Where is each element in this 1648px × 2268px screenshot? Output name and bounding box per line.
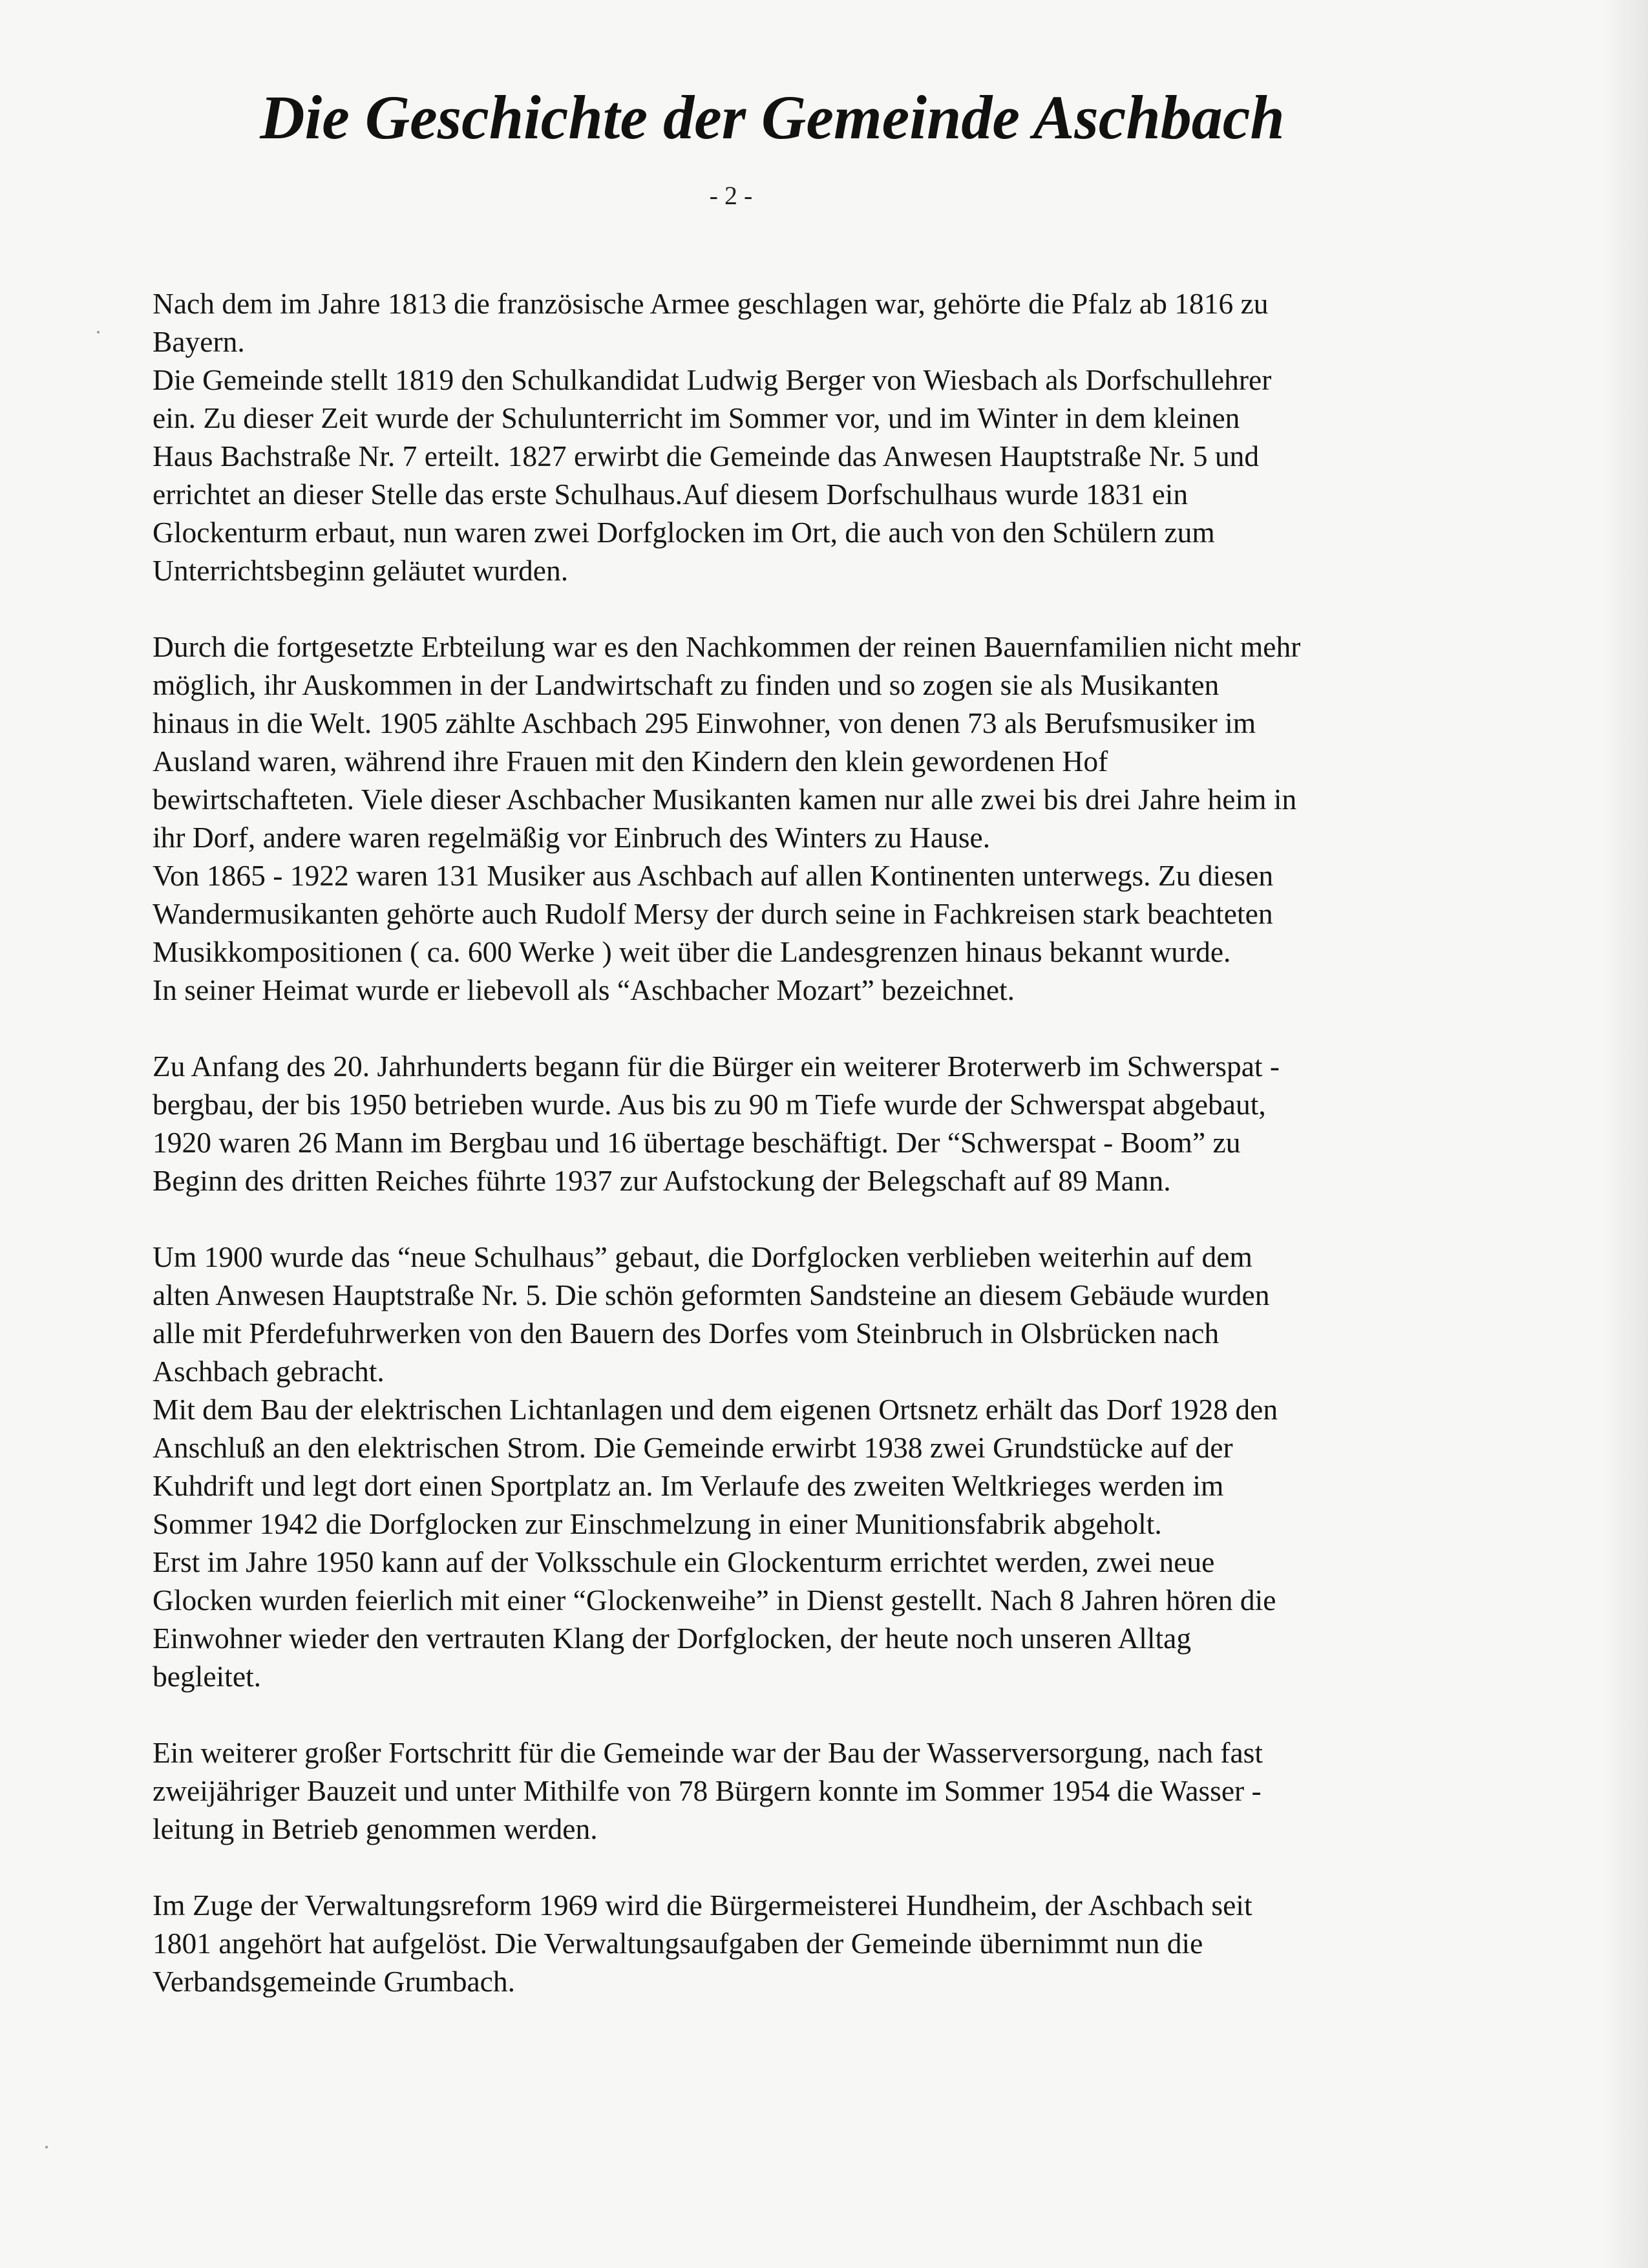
paragraph-administration: Im Zuge der Verwaltungsreform 1969 wird die Bürgermeisterei Hundheim, der Aschbach seit 1801 angehört hat aufgelöst. Die Verwaltungsaufgaben der Gemeinde übernimmt nun die Verbandsgemeinde Grumbach. <box>153 1889 1252 1998</box>
paragraph-gap <box>153 1200 1445 1238</box>
scan-speck <box>45 2146 48 2148</box>
page-number: - 2 - <box>709 181 753 210</box>
body-text <box>153 284 1445 2000</box>
paragraph-gap <box>153 1695 1445 1733</box>
paragraph-schoolhouse-bells: Um 1900 wurde das “neue Schulhaus” gebaut, die Dorfglocken verblieben weiterhin auf dem alten Anwesen Hauptstraße Nr. 5. Die schön geformten Sandsteine an diesem Gebäude wurden alle mit Pferdefuhrwerken von den Bauern des Dorfes vom Steinbruch in Olsbrücken nach Aschbach gebracht. Mit dem Bau der elektrischen Lichtanlagen und dem eigenen Ortsnetz erhält das Dorf 1928 den Anschluß an den elektrischen Strom. Die Gemeinde erwirbt 1938 zwei Grundstücke auf der Kuhdrift und legt dort einen Sportplatz an. Im Verlaufe des zweiten Weltkrieges werden im Sommer 1942 die Dorfglocken zur Einschmelzung in einer Munitionsfabrik abgeholt. Erst im Jahre 1950 kann auf der Volksschule ein Glockenturm errichtet werden, zwei neue Glocken wurden feierlich mit einer “Glockenweihe” in Dienst gestellt. Nach 8 Jahren hören die Einwohner wieder den vertrauten Klang der Dorfglocken, der heute noch unseren Alltag begleitet. <box>153 1240 1278 1693</box>
paragraph-musicians: Durch die fortgesetzte Erbteilung war es den Nachkommen der reinen Bauernfamilien nicht mehr möglich, ihr Auskommen in der Landwirtschaft zu finden und so zogen sie als Musikanten hinaus in die Welt. 1905 zählte Aschbach 295 Einwohner, von denen 73 als Berufsmusiker im Ausland waren, während ihre Frauen mit den Kindern den klein gewordenen Hof bewirtschafteten. Viele dieser Aschbacher Musikanten kamen nur alle zwei bis drei Jahre heim in ihr Dorf, andere waren regelmäßig vor Einbruch des Winters zu Hause. Von 1865 - 1922 waren 131 Musiker aus Aschbach auf allen Kontinenten unterwegs. Zu diesen Wandermusikanten gehörte auch Rudolf Mersy der durch seine in Fachkreisen stark beachteten Musikkompositionen ( ca. 600 Werke ) weit über die Landesgrenzen hinaus bekannt wurde. In seiner Heimat wurde er liebevoll als “Aschbacher Mozart” bezeichnet. <box>153 630 1301 1006</box>
paragraph-water-supply: Ein weiterer großer Fortschritt für die Gemeinde war der Bau der Wasserversorgung, nach fast zweijähriger Bauzeit und unter Mithilfe von 78 Bürgern konnte im Sommer 1954 die Wasser - leitung in Betrieb genommen werden. <box>153 1736 1263 1845</box>
paragraph-gap <box>153 1848 1445 1886</box>
scan-speck <box>97 331 100 334</box>
paragraph-mining: Zu Anfang des 20. Jahrhunderts begann für die Bürger ein weiterer Broterwerb im Schwerspat - bergbau, der bis 1950 betrieben wurde. Aus bis zu 90 m Tiefe wurde der Schwerspat abgebaut, 1920 waren 26 Mann im Bergbau und 16 übertage beschäftigt. Der “Schwerspat - Boom” zu Beginn des dritten Reiches führte 1937 zur Aufstockung der Belegschaft auf 89 Mann. <box>153 1050 1280 1197</box>
paragraph-bavaria-school: Nach dem im Jahre 1813 die französische Armee geschlagen war, gehörte die Pfalz ab 1816 zu Bayern. Die Gemeinde stellt 1819 den Schulkandidat Ludwig Berger von Wiesbach als Dorfschullehrer ein. Zu dieser Zeit wurde der Schulunterricht im Sommer vor, und im Winter in dem kleinen Haus Bachstraße Nr. 7 erteilt. 1827 erwirbt die Gemeinde das Anwesen Hauptstraße Nr. 5 und errichtet an dieser Stelle das erste Schulhaus.Auf diesem Dorfschulhaus wurde 1831 ein Glockenturm erbaut, nun waren zwei Dorfglocken im Ort, die auch von den Schülern zum Unterrichtsbeginn geläutet wurden. <box>153 287 1272 587</box>
paragraph-gap <box>153 589 1445 628</box>
document-title: Die Geschichte der Gemeinde Aschbach <box>260 83 1285 152</box>
paragraph-gap <box>153 1009 1445 1047</box>
